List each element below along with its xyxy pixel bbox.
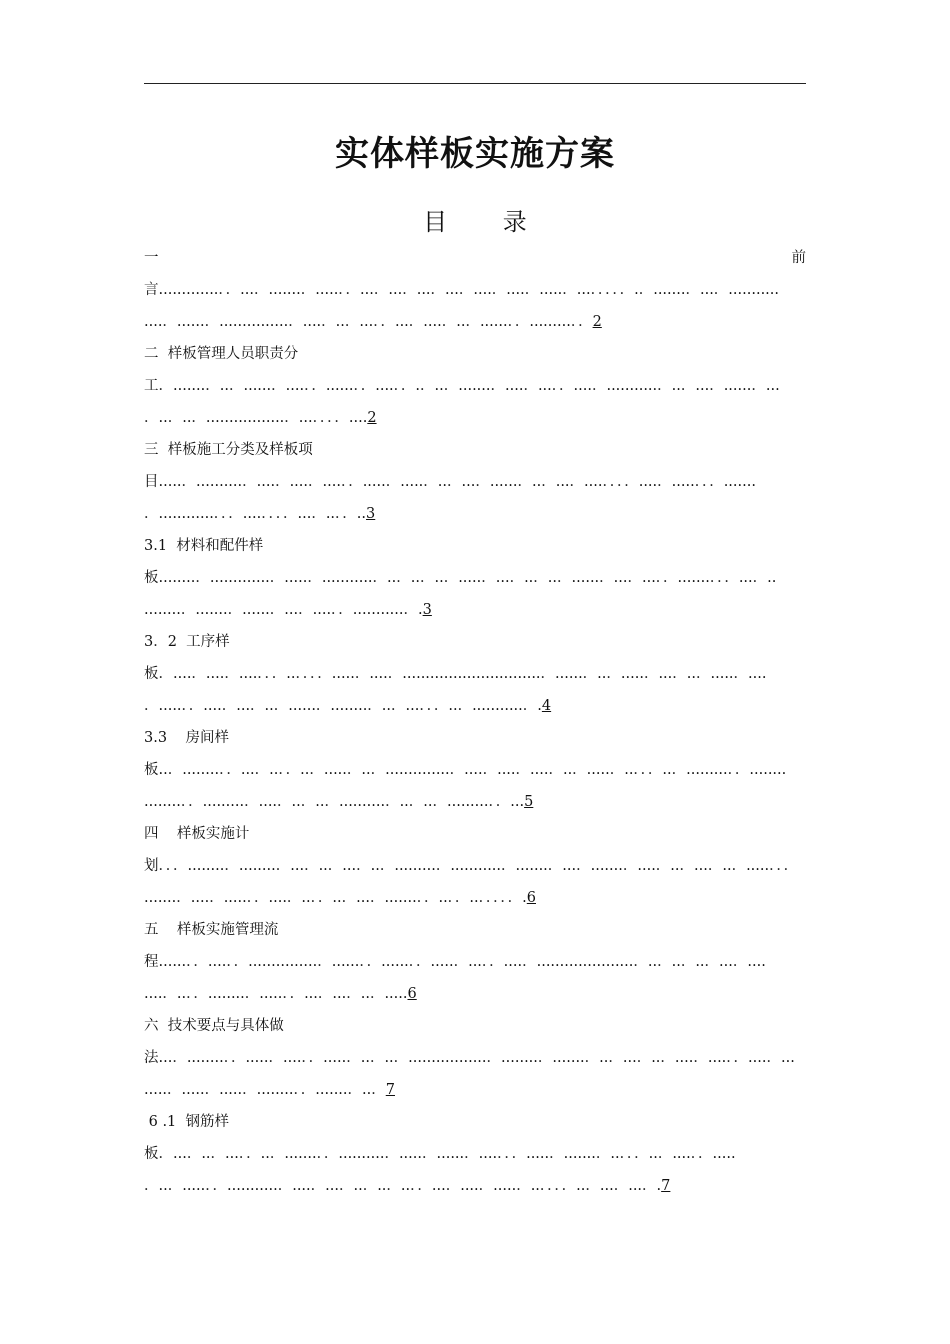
toc-line [144, 1042, 806, 1074]
toc-line [144, 850, 806, 882]
header-rule [144, 83, 806, 84]
toc-page-number-link[interactable]: 4 [541, 698, 552, 714]
document-title: 实体样板实施方案 [335, 134, 615, 174]
toc-entry[interactable] [144, 530, 806, 626]
toc-entry[interactable] [144, 338, 806, 434]
toc-line [144, 402, 806, 434]
toc-entry-text: 四 样板实施计 [144, 826, 250, 842]
toc-page-number-link[interactable]: 5 [524, 794, 534, 810]
toc-line [144, 434, 806, 466]
toc-entry-text: 3.3 房间样 [144, 730, 229, 746]
toc-entry-text: 二 样板管理人员职责分 [144, 346, 299, 362]
toc-entry[interactable] [144, 722, 806, 818]
toc-entry-text: 程......．．....．．...............．......．．......．．.....．...．．....．.....................．..．..．..．...．.... [144, 954, 766, 970]
toc-heading: 目 录 [423, 208, 551, 236]
toc-line [144, 466, 806, 498]
toc-line [144, 786, 806, 818]
toc-entry[interactable] [144, 626, 806, 722]
toc-entry[interactable] [144, 242, 806, 338]
toc-line [144, 882, 806, 914]
toc-entry-text: 板．...．..．...．．..．.......．．..........．.....．......．....．．．.....．.......．..．．．..．....．．..... [144, 1146, 736, 1162]
toc-line [144, 370, 806, 402]
toc-entry-text: 板........．.............．.....．...........．..．..．..．.....．...．..．..．......．...．...．．.......．．．...．.. [144, 570, 777, 586]
toc-line [144, 242, 806, 274]
toc-entry-text: 六 技术要点与具体做 [144, 1018, 284, 1034]
toc-entry-text: ．.....．．....．...．..．......．........．..．...．．．..．...........．. [144, 698, 542, 714]
toc-line [144, 338, 806, 370]
toc-line [144, 530, 806, 562]
toc-entry-text: 法...．........．．.....．....．．.....．..．..．.................．........．.......．..．...．..．....．....．．....．... [144, 1050, 795, 1066]
toc-entry[interactable] [144, 914, 806, 1010]
toc-line [144, 306, 806, 338]
toc-line [144, 274, 806, 306]
toc-line [144, 658, 806, 690]
toc-entry-text: ．............．．．....．．．．...．..．．.. [144, 506, 367, 522]
toc-page-number-link[interactable]: 3 [422, 602, 432, 618]
toc-line [144, 978, 806, 1010]
toc-line [144, 690, 806, 722]
toc-line [144, 722, 806, 754]
toc-entry[interactable] [144, 818, 806, 914]
toc-entry-text: .......．....．.....．．....．..．．..．...．.......．．..．．..．．．．．. [144, 890, 527, 906]
toc-entry-text: ．..．..．.................．...．．．．.... [144, 410, 368, 426]
toc-line [144, 498, 806, 530]
toc-entry-text: 五 样板实施管理流 [144, 922, 279, 938]
toc-line [144, 946, 806, 978]
toc-line [144, 1138, 806, 1170]
toc-entry-text: ....．..．．........．.....．．...．...．..．..... [144, 986, 408, 1002]
toc-entry-text: 划．．．........．........．...．..．...．..．.........．...........．.......．...．.......．....．..．...．..．.....．．． [144, 858, 799, 874]
toc-line [144, 626, 806, 658]
toc-entry-text: 板..．........．．...．..．．..．.....．..．..............．....．....．....．..．.....．..．．．..．.........．．........ [144, 762, 787, 778]
toc-entry-text: ....．......．...............．....．..．...．．...．....．..．......．．.........．． [144, 314, 593, 330]
toc-entry-text: ........．．.........．....．..．..．..........．..．..．.........．．... [144, 794, 525, 810]
toc-line [144, 818, 806, 850]
toc-line [144, 594, 806, 626]
toc-entry-text: 目.....．..........．....．....．....．．.....．.....．..．...．......．..．...．....．．．．....．.....．．．....... [144, 474, 756, 490]
toc-page-number-link[interactable]: 6 [526, 890, 536, 906]
toc-page-number-link[interactable]: 2 [592, 314, 602, 330]
toc-line [144, 1106, 806, 1138]
toc-line [144, 1074, 806, 1106]
toc-line [144, 562, 806, 594]
toc-entry[interactable] [144, 1106, 806, 1202]
toc-page-number-link[interactable]: 7 [385, 1082, 395, 1098]
toc-entry-text: .....．.....．.....．........．．.......．..． [144, 1082, 386, 1098]
toc-entry-title-start: 前 [791, 250, 806, 266]
table-of-contents [144, 242, 806, 1202]
toc-entry[interactable] [144, 434, 806, 530]
toc-line [144, 1170, 806, 1202]
toc-page-number-link[interactable]: 7 [661, 1178, 671, 1194]
toc-entry-text: ．..．.....．．...........．....．...．..．..．..．．...．....．.....．..．．．．..．...．...．. [144, 1178, 662, 1194]
toc-line [144, 914, 806, 946]
toc-page-number-link[interactable]: 3 [366, 506, 376, 522]
toc-entry-text: 板．....．....．....．．．..．．．．.....．....．..............................．......．..．.....．...．..．.....．.... [144, 666, 767, 682]
toc-entry-text: 言.............．．...．.......．.....．．...．...．...．...．....．....．.....．...．．．．．.．.......．...．........... [144, 282, 780, 298]
toc-line [144, 754, 806, 786]
toc-entry[interactable] [144, 1010, 806, 1106]
toc-entry-text: 3.1 材料和配件样 [144, 538, 264, 554]
toc-page-number-link[interactable]: 2 [367, 410, 377, 426]
toc-entry-text: 三 样板施工分类及样板项 [144, 442, 313, 458]
toc-entry-number: 一 [144, 250, 159, 266]
toc-entry-text: 6 .1 钢筋样 [144, 1114, 229, 1130]
toc-line [144, 1010, 806, 1042]
toc-entry-text: ........．.......．......．...．....．．...........．. [144, 602, 423, 618]
toc-entry-text: 工．.......．..．......．....．．......．．....．．.．..．.......．....．...．．....．...........．..．...．......．... [144, 378, 780, 394]
toc-entry-text: 3．2 工序样 [144, 634, 230, 650]
toc-page-number-link[interactable]: 6 [407, 986, 417, 1002]
